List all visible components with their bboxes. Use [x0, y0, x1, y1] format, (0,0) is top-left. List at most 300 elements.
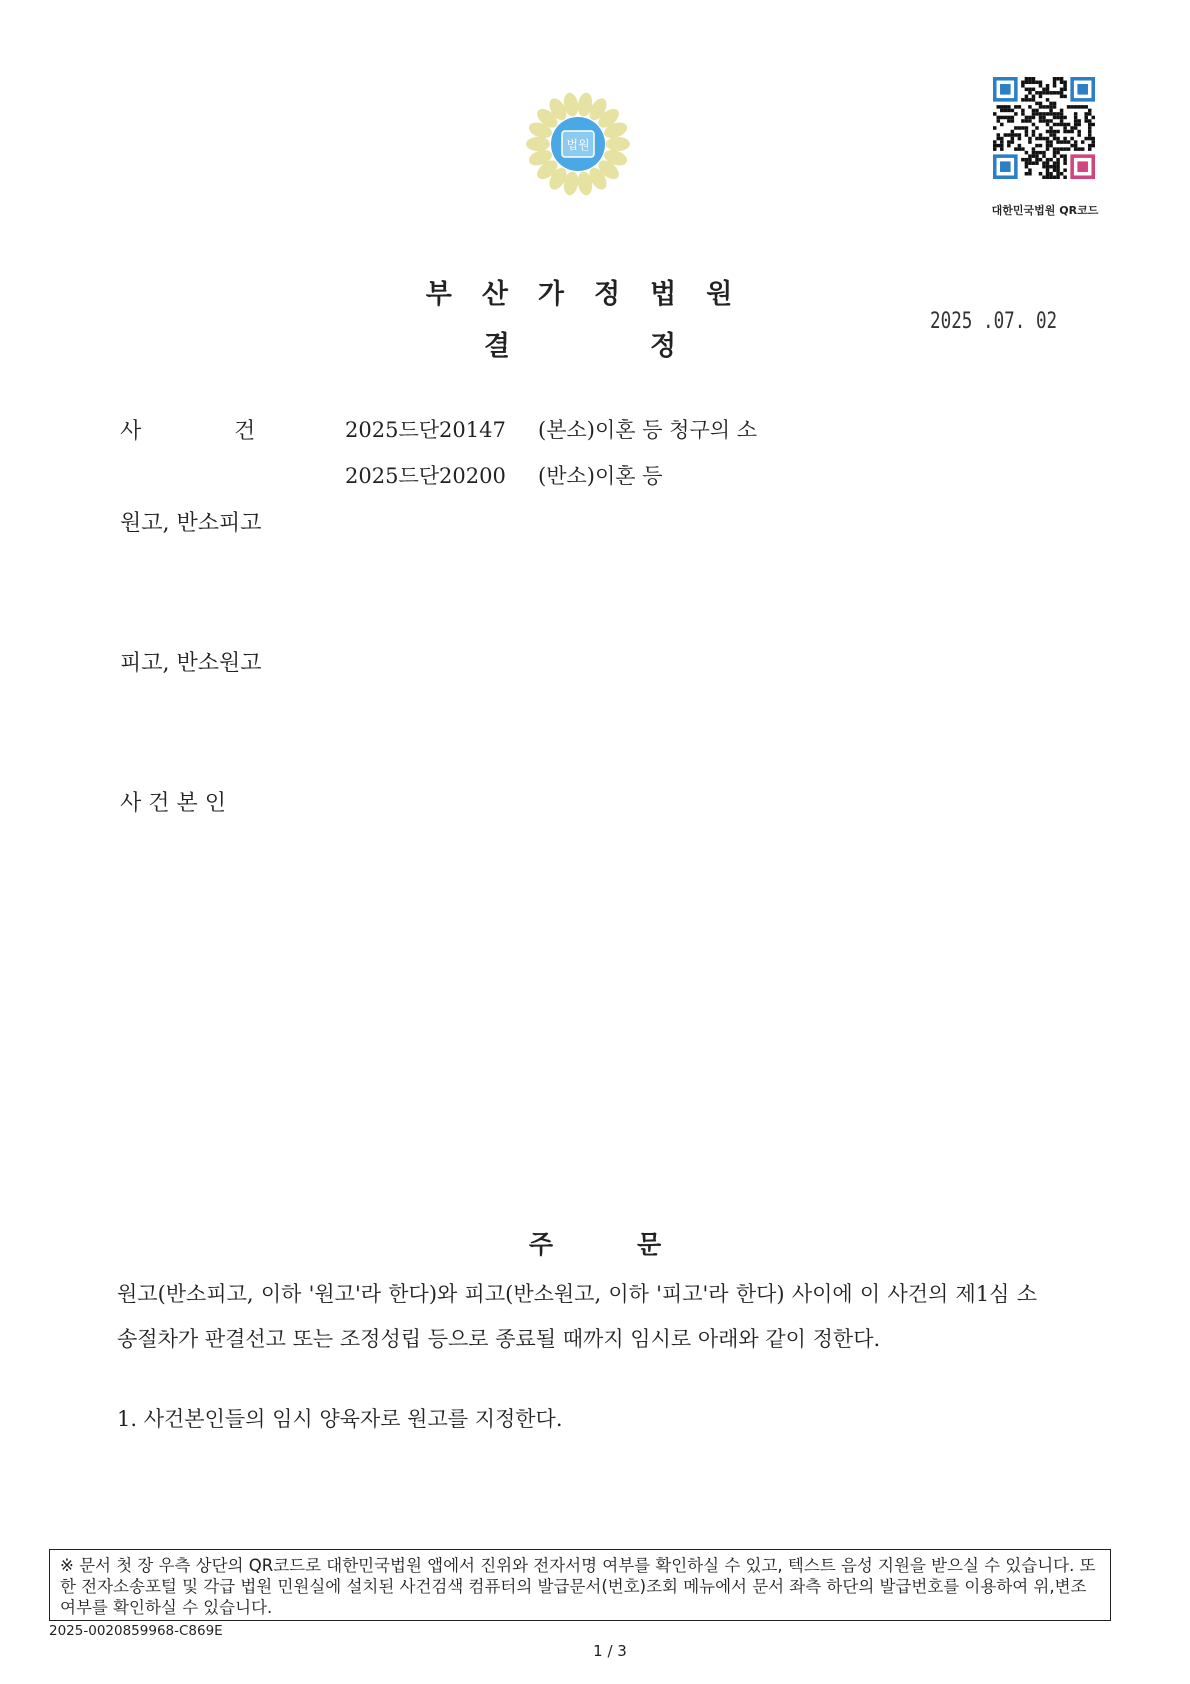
qr-module [1084, 137, 1088, 141]
qr-module [1000, 140, 1004, 144]
qr-module [1025, 126, 1029, 130]
qr-module [1074, 112, 1078, 116]
page-number: 1 / 3 [593, 1642, 627, 1660]
qr-module [1056, 130, 1060, 134]
qr-module [1060, 81, 1064, 85]
qr-module [1046, 140, 1050, 144]
qr-module [1032, 151, 1036, 155]
qr-module [1039, 105, 1043, 109]
qr-module [1063, 88, 1067, 92]
qr-module [1056, 137, 1060, 141]
qr-module [1063, 123, 1067, 127]
qr-module [997, 105, 1001, 109]
qr-module [1011, 133, 1015, 137]
qr-module [1046, 158, 1050, 162]
qr-module [1028, 168, 1032, 172]
qr-module [1081, 105, 1085, 109]
qr-module [1070, 137, 1074, 141]
qr-module [1007, 116, 1011, 120]
qr-module [993, 126, 997, 130]
qr-module [1046, 98, 1050, 102]
qr-module [1035, 126, 1039, 130]
qr-module [1060, 147, 1064, 151]
document-type: 결 정 [483, 331, 677, 362]
qr-module [1049, 109, 1053, 113]
qr-module [1088, 126, 1092, 130]
qr-module [997, 144, 1001, 148]
qr-module [1053, 77, 1057, 81]
qr-module [1088, 112, 1092, 116]
qr-module [1007, 109, 1011, 113]
qr-module [1053, 91, 1057, 95]
qr-module [1035, 137, 1039, 141]
order-body-text: 원고(반소피고, 이하 '원고'라 한다)와 피고(반소원고, 이하 '피고'라 한다) 사이에 이 사건의 제1심 소송절차가 판결선고 또는 조정성립 등으로 종료될 때까지 임시로 아래와 같이 정한다. [117, 1282, 1037, 1351]
qr-module [1014, 147, 1018, 151]
qr-module [997, 116, 1001, 120]
qr-module [1039, 81, 1043, 85]
qr-module [1018, 133, 1022, 137]
qr-module [1046, 172, 1050, 176]
qr-module [1056, 165, 1060, 169]
qr-module [1056, 116, 1060, 120]
qr-module [1011, 140, 1015, 144]
qr-module [1025, 98, 1029, 102]
qr-module [997, 119, 1001, 123]
court-emblem-logo [522, 88, 634, 200]
qr-module [993, 140, 997, 144]
qr-module [1060, 119, 1064, 123]
qr-module [1039, 144, 1043, 148]
qr-module [1018, 105, 1022, 109]
qr-module [1000, 144, 1004, 148]
qr-module [1042, 91, 1046, 95]
case-number-1: 2025드단20147 [345, 418, 506, 442]
qr-module [1056, 112, 1060, 116]
qr-module [1025, 95, 1029, 99]
qr-module [1046, 91, 1050, 95]
qr-module [1014, 133, 1018, 137]
qr-module [1035, 161, 1039, 165]
qr-module [1077, 105, 1081, 109]
qr-module [1032, 116, 1036, 120]
qr-module [1035, 91, 1039, 95]
qr-module [1046, 144, 1050, 148]
qr-module [1063, 161, 1067, 165]
qr-module [1056, 77, 1060, 81]
qr-module [1063, 130, 1067, 134]
qr-module [997, 133, 1001, 137]
qr-module [1021, 109, 1025, 113]
qr-module [1007, 119, 1011, 123]
qr-caption: 대한민국법원 QR코드 [991, 204, 1099, 217]
qr-module [993, 147, 997, 151]
qr-module [1025, 133, 1029, 137]
qr-module [1060, 88, 1064, 92]
qr-module [1060, 77, 1064, 81]
issue-number: 2025-0020859968-C869E [49, 1623, 223, 1639]
qr-module [1032, 98, 1036, 102]
qr-module [1053, 123, 1057, 127]
qr-module [1049, 175, 1053, 179]
qr-module [1053, 133, 1057, 137]
qr-module [1088, 147, 1092, 151]
qr-module [1077, 119, 1081, 123]
qr-module [1011, 116, 1015, 120]
emblem-petal [526, 137, 550, 151]
date-stamp: 2025 .07. 02 [930, 309, 1058, 334]
qr-module [1035, 151, 1039, 155]
qr-module [1053, 161, 1057, 165]
defendant-label: 피고, 반소원고 [120, 651, 262, 676]
court-name: 부 산 가 정 법 원 [425, 279, 735, 310]
qr-module [1025, 158, 1029, 162]
qr-module [1039, 133, 1043, 137]
qr-module [1000, 147, 1004, 151]
qr-module [1028, 161, 1032, 165]
qr-module [1046, 147, 1050, 151]
qr-module [1011, 119, 1015, 123]
qr-module [993, 112, 997, 116]
qr-module [1007, 133, 1011, 137]
qr-module [1000, 109, 1004, 113]
qr-module [1042, 137, 1046, 141]
qr-module [1021, 119, 1025, 123]
qr-module [1049, 126, 1053, 130]
qr-module [1032, 130, 1036, 134]
qr-module [1053, 168, 1057, 172]
qr-finder-bottom-left-center [1000, 161, 1011, 172]
qr-module [1053, 154, 1057, 158]
qr-module [1039, 172, 1043, 176]
qr-module [1046, 161, 1050, 165]
qr-module [1028, 105, 1032, 109]
qr-module [1056, 91, 1060, 95]
qr-module [1021, 98, 1025, 102]
qr-module [1042, 165, 1046, 169]
qr-module [1046, 119, 1050, 123]
qr-module [1074, 147, 1078, 151]
qr-module [1063, 116, 1067, 120]
qr-module [1000, 105, 1004, 109]
qr-module [1025, 116, 1029, 120]
qr-module [1028, 158, 1032, 162]
qr-module [1084, 116, 1088, 120]
qr-module [1007, 105, 1011, 109]
qr-module [1039, 137, 1043, 141]
qr-module [1091, 140, 1095, 144]
qr-module [1000, 137, 1004, 141]
qr-module [1056, 147, 1060, 151]
qr-module [1032, 123, 1036, 127]
qr-module [1067, 123, 1071, 127]
qr-module [1014, 112, 1018, 116]
qr-module [1053, 84, 1057, 88]
qr-module [1077, 133, 1081, 137]
qr-module [1028, 119, 1032, 123]
qr-module [1063, 175, 1067, 179]
qr-module [1046, 84, 1050, 88]
qr-module [1056, 175, 1060, 179]
case-number-2: 2025드단20200 [345, 464, 506, 488]
qr-module [1007, 144, 1011, 148]
qr-module [1063, 147, 1067, 151]
qr-module [1060, 123, 1064, 127]
qr-module [1074, 140, 1078, 144]
qr-module [1021, 158, 1025, 162]
qr-module [1021, 147, 1025, 151]
qr-module [1004, 116, 1008, 120]
qr-module [1084, 119, 1088, 123]
qr-module [1039, 84, 1043, 88]
qr-module [1025, 161, 1029, 165]
qr-module [1053, 175, 1057, 179]
qr-module [1049, 130, 1053, 134]
qr-module [1021, 81, 1025, 85]
qr-module [1014, 105, 1018, 109]
qr-module [1060, 116, 1064, 120]
qr-module [1014, 126, 1018, 130]
qr-module [1088, 109, 1092, 113]
qr-module [1070, 144, 1074, 148]
qr-module [1063, 140, 1067, 144]
qr-module [1081, 147, 1085, 151]
qr-module [1032, 77, 1036, 81]
qr-module [1049, 158, 1053, 162]
qr-module [1084, 105, 1088, 109]
qr-module [1053, 151, 1057, 155]
qr-module [1004, 105, 1008, 109]
qr-module [1053, 147, 1057, 151]
qr-module [1032, 95, 1036, 99]
case-title-1: (본소)이혼 등 청구의 소 [538, 418, 757, 442]
qr-module [1063, 154, 1067, 158]
order-heading: 주 문 [528, 1230, 662, 1259]
qr-module [1000, 116, 1004, 120]
qr-module [1028, 98, 1032, 102]
qr-module [1032, 112, 1036, 116]
case-label-char-1: 사 [120, 419, 142, 444]
qr-module [1049, 133, 1053, 137]
qr-module [1042, 116, 1046, 120]
qr-module [1039, 158, 1043, 162]
qr-module [1018, 144, 1022, 148]
qr-module [1018, 147, 1022, 151]
qr-module [1032, 88, 1036, 92]
qr-module [1028, 140, 1032, 144]
qr-module [1007, 140, 1011, 144]
qr-module [1056, 161, 1060, 165]
qr-module [1028, 154, 1032, 158]
qr-module [1000, 123, 1004, 127]
qr-module [1046, 130, 1050, 134]
qr-module [1025, 77, 1029, 81]
qr-module [1046, 123, 1050, 127]
qr-module [1011, 130, 1015, 134]
qr-module [1063, 84, 1067, 88]
emblem-petal [606, 137, 630, 151]
qr-module [1046, 88, 1050, 92]
qr-module [1011, 137, 1015, 141]
qr-module [1077, 147, 1081, 151]
qr-finder-bottom-right-center [1077, 161, 1088, 172]
qr-module [1060, 112, 1064, 116]
qr-module [1039, 116, 1043, 120]
qr-module [1042, 151, 1046, 155]
qr-module [1032, 133, 1036, 137]
qr-module [1035, 158, 1039, 162]
qr-module [1063, 158, 1067, 162]
verification-qr-code[interactable] [993, 77, 1095, 179]
qr-module [1060, 95, 1064, 99]
qr-module [1018, 126, 1022, 130]
qr-module [1063, 137, 1067, 141]
qr-module [1032, 109, 1036, 113]
qr-module [1021, 126, 1025, 130]
qr-module [1067, 140, 1071, 144]
qr-module [1021, 112, 1025, 116]
qr-module [1060, 109, 1064, 113]
case-label-char-2: 건 [234, 419, 256, 444]
qr-module [1060, 154, 1064, 158]
qr-module [993, 144, 997, 148]
qr-module [1053, 102, 1057, 106]
qr-module [1039, 102, 1043, 106]
qr-module [1056, 123, 1060, 127]
qr-module [1049, 105, 1053, 109]
qr-module [1088, 137, 1092, 141]
qr-module [1032, 147, 1036, 151]
qr-module [1063, 81, 1067, 85]
qr-module [1035, 154, 1039, 158]
qr-module [1028, 172, 1032, 176]
plaintiff-label: 원고, 반소피고 [120, 511, 262, 536]
qr-module [1070, 126, 1074, 130]
qr-module [997, 137, 1001, 141]
qr-finder-top-left-center [1000, 84, 1011, 95]
qr-module [1053, 137, 1057, 141]
qr-module [1021, 84, 1025, 88]
qr-module [1046, 165, 1050, 169]
qr-module [1035, 81, 1039, 85]
qr-module [1028, 88, 1032, 92]
qr-module [1042, 88, 1046, 92]
qr-module [1035, 109, 1039, 113]
qr-module [1042, 105, 1046, 109]
qr-module [1028, 77, 1032, 81]
qr-module [1077, 130, 1081, 134]
qr-module [1049, 165, 1053, 169]
qr-module [1056, 151, 1060, 155]
qr-module [1042, 119, 1046, 123]
qr-module [1091, 123, 1095, 127]
qr-module [1039, 119, 1043, 123]
qr-module [1042, 112, 1046, 116]
verification-notice-box: ※ 문서 첫 장 우측 상단의 QR코드로 대한민국법원 앱에서 진위와 전자서명 여부를 확인하실 수 있고, 텍스트 음성 지원을 받으실 수 있습니다. 또한 전자소송포털 및 각급 법원 민원실에 설치된 사건검색 컴퓨터의 발급문서(번호)조회 메뉴에서 문서 좌측 하단의 발급번호를 이용하여 위,변조 여부를 확인하실 수 있습니다. [49, 1549, 1111, 1621]
qr-module [1025, 88, 1029, 92]
qr-module [1028, 137, 1032, 141]
qr-module [1035, 112, 1039, 116]
qr-module [1091, 116, 1095, 120]
qr-module [1088, 144, 1092, 148]
qr-module [1070, 105, 1074, 109]
qr-module [1046, 137, 1050, 141]
qr-module [1018, 137, 1022, 141]
qr-module [1060, 140, 1064, 144]
qr-module [1053, 105, 1057, 109]
qr-module [1084, 112, 1088, 116]
qr-module [1049, 102, 1053, 106]
qr-module [1025, 172, 1029, 176]
qr-module [1053, 116, 1057, 120]
qr-module [1025, 165, 1029, 169]
qr-module [1049, 112, 1053, 116]
qr-module [1074, 126, 1078, 130]
qr-module [1056, 140, 1060, 144]
qr-module [1039, 91, 1043, 95]
qr-module [1049, 140, 1053, 144]
qr-module [1025, 130, 1029, 134]
qr-module [1063, 126, 1067, 130]
qr-module [1067, 130, 1071, 134]
qr-module [1063, 168, 1067, 172]
qr-module [1070, 130, 1074, 134]
qr-module [1004, 133, 1008, 137]
qr-module [1039, 112, 1043, 116]
qr-module [1032, 81, 1036, 85]
qr-module [1074, 123, 1078, 127]
qr-module [1028, 91, 1032, 95]
qr-module [1056, 158, 1060, 162]
qr-module [1025, 81, 1029, 85]
qr-module [1042, 161, 1046, 165]
qr-module [1042, 154, 1046, 158]
qr-module [1074, 119, 1078, 123]
qr-module [1091, 144, 1095, 148]
qr-module [1056, 172, 1060, 176]
qr-module [1032, 154, 1036, 158]
order-item-1: 1. 사건본인들의 임시 양육자로 원고를 지정한다. [117, 1407, 563, 1431]
qr-module [1035, 102, 1039, 106]
qr-module [1028, 81, 1032, 85]
qr-module [1060, 172, 1064, 176]
qr-module [1039, 151, 1043, 155]
qr-module [1056, 168, 1060, 172]
qr-module [1025, 119, 1029, 123]
qr-module [1049, 119, 1053, 123]
qr-module [1067, 105, 1071, 109]
qr-module [1053, 112, 1057, 116]
qr-module [1025, 151, 1029, 155]
qr-module [1074, 144, 1078, 148]
qr-module [1053, 130, 1057, 134]
qr-module [1088, 123, 1092, 127]
qr-module [1046, 105, 1050, 109]
qr-module [1035, 144, 1039, 148]
case-principal-label: 사 건 본 인 [120, 791, 226, 816]
qr-module [1039, 95, 1043, 99]
qr-module [1046, 175, 1050, 179]
qr-module [1060, 91, 1064, 95]
qr-module [1049, 172, 1053, 176]
qr-module [1049, 144, 1053, 148]
qr-module [1004, 109, 1008, 113]
qr-module [1077, 123, 1081, 127]
qr-module [1053, 165, 1057, 169]
qr-module [1042, 175, 1046, 179]
qr-module [1049, 91, 1053, 95]
qr-finder-top-right-center [1077, 84, 1088, 95]
qr-module [1032, 161, 1036, 165]
